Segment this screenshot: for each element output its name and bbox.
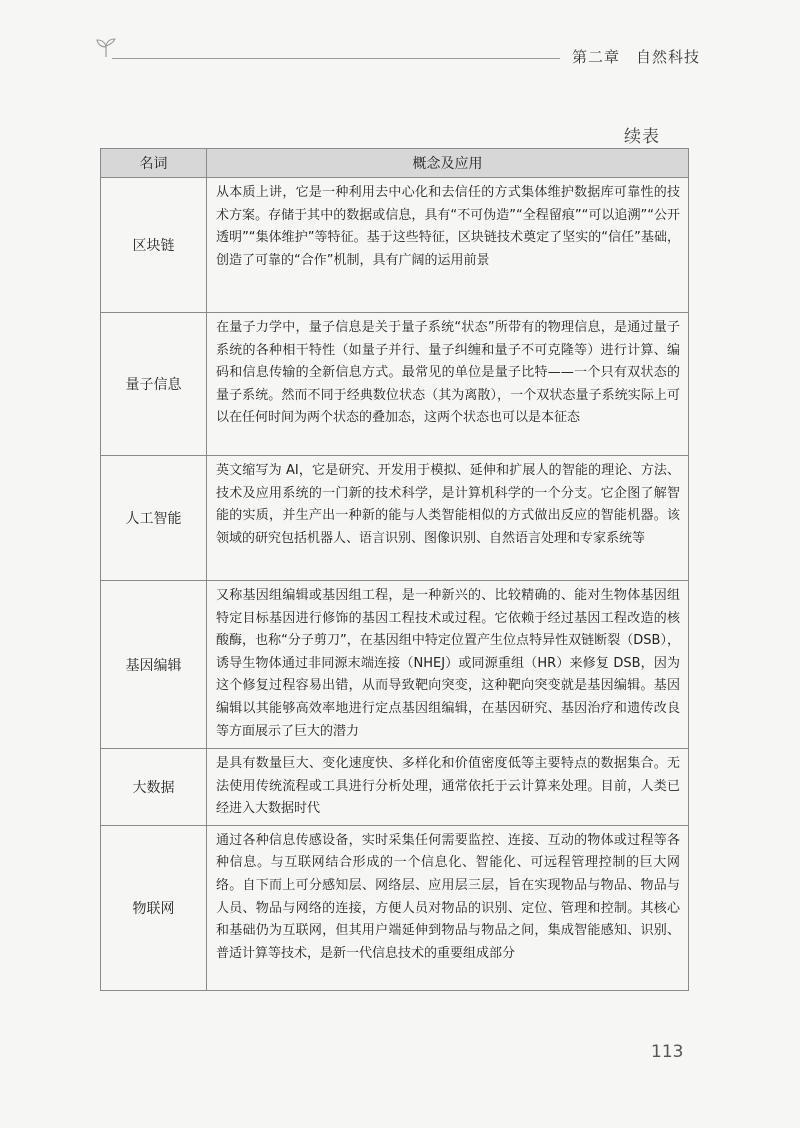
continued-label: 续表	[624, 127, 660, 147]
term-cell: 物联网	[101, 825, 207, 990]
description-cell: 在量子力学中，量子信息是关于量子系统“状态”所带有的物理信息，是通过量子系统的各种相干特性（如量子并行、量子纠缠和量子不可克隆等）进行计算、编码和信息传输的全新信息方式。最常见的单位是量子比特——一个只有双状态的量子系统。然而不同于经典数位状态（其为离散），一个双状态量子系统实际上可以在任何时间为两个状态的叠加态，这两个状态也可以是本征态	[207, 313, 689, 456]
concept-table	[100, 148, 689, 991]
table-row	[101, 313, 689, 456]
table-row	[101, 749, 689, 826]
description-cell: 从本质上讲，它是一种利用去中心化和去信任的方式集体维护数据库可靠性的技术方案。存储于其中的数据或信息，具有“不可伪造”“全程留痕”“可以追溯”“公开透明”“集体维护”等特征。基于这些特征，区块链技术奠定了坚实的“信任”基础，创造了可靠的“合作”机制，具有广阔的运用前景	[207, 178, 689, 313]
term-cell: 区块链	[101, 178, 207, 313]
term-cell: 量子信息	[101, 313, 207, 456]
chapter-title: 第二章 自然科技	[572, 48, 701, 66]
table-row	[101, 825, 689, 990]
description-cell: 是具有数量巨大、变化速度快、多样化和价值密度低等主要特点的数据集合。无法使用传统流程或工具进行分析处理，通常依托于云计算来处理。目前，人类已经进入大数据时代	[207, 749, 689, 826]
table-header-row	[101, 149, 689, 178]
header-rule	[112, 58, 560, 59]
running-header	[0, 0, 800, 80]
term-cell: 人工智能	[101, 456, 207, 581]
table-row	[101, 456, 689, 581]
description-cell: 通过各种信息传感设备，实时采集任何需要监控、连接、互动的物体或过程等各种信息。与互联网结合形成的一个信息化、智能化、可远程管理控制的巨大网络。自下而上可分感知层、网络层、应用层三层，旨在实现物品与物品、物品与人员、物品与网络的连接，方便人员对物品的识别、定位、管理和控制。其核心和基础仍为互联网，但其用户端延伸到物品与物品之间，集成智能感知、识别、普适计算等技术，是新一代信息技术的重要组成部分	[207, 825, 689, 990]
column-header-term: 名词	[101, 149, 207, 178]
term-cell: 基因编辑	[101, 581, 207, 749]
table-row	[101, 581, 689, 749]
description-cell: 又称基因组编辑或基因组工程，是一种新兴的、比较精确的、能对生物体基因组特定目标基因进行修饰的基因工程技术或过程。它依赖于经过基因工程改造的核酸酶，也称“分子剪刀”，在基因组中特定位置产生位点特异性双链断裂（DSB），诱导生物体通过非同源末端连接（NHEJ）或同源重组（HR）来修复 DSB，因为这个修复过程容易出错，从而导致靶向突变，这种靶向突变就是基因编辑。基因编辑以其能够高效率地进行定点基因组编辑，在基因研究、基因治疗和遗传改良等方面展示了巨大的潜力	[207, 581, 689, 749]
description-cell: 英文缩写为 AI，它是研究、开发用于模拟、延伸和扩展人的智能的理论、方法、技术及应用系统的一门新的技术科学，是计算机科学的一个分支。它企图了解智能的实质，并生产出一种新的能与人类智能相似的方式做出反应的智能机器。该领域的研究包括机器人、语言识别、图像识别、自然语言处理和专家系统等	[207, 456, 689, 581]
table-row	[101, 178, 689, 313]
term-cell: 大数据	[101, 749, 207, 826]
page-number: 113	[651, 1042, 684, 1062]
column-header-concept: 概念及应用	[207, 149, 689, 178]
